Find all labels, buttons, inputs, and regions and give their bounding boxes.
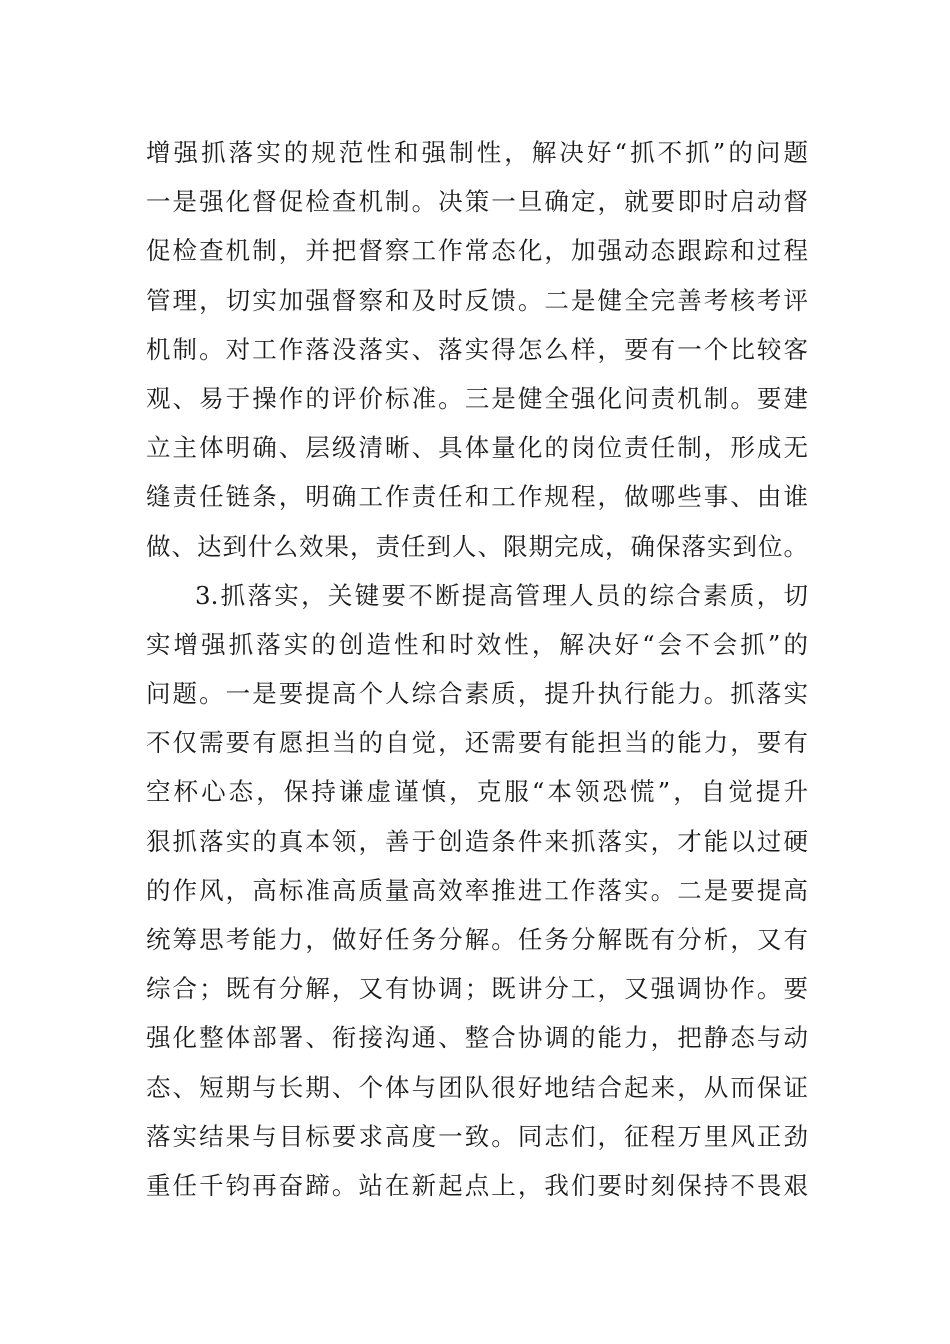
text-line: 实增强抓落实的创造性和时效性，解决好“会不会抓”的 [146, 629, 808, 659]
text-line: 缝责任链条，明确工作责任和工作规程，做哪些事、由谁 [146, 482, 808, 512]
text-line: 的作风，高标准高质量高效率推进工作落实。二是要提高 [146, 875, 808, 905]
text-line: 狠抓落实的真本领，善于创造条件来抓落实，才能以过硬 [146, 826, 808, 856]
body-text [146, 128, 808, 1210]
text-line: 不仅需要有愿担当的自觉，还需要有能担当的能力，要有 [146, 728, 808, 758]
text-line: 统筹思考能力，做好任务分解。任务分解既有分析，又有 [146, 925, 808, 954]
text-line: 问题。一是要提高个人综合素质，提升执行能力。抓落实 [146, 679, 808, 709]
text-line: 落实结果与目标要求高度一致。同志们，征程万里风正劲 [146, 1121, 808, 1151]
text-line: 态、短期与长期、个体与团队很好地结合起来，从而保证 [146, 1072, 808, 1102]
text-line: 做、达到什么效果，责任到人、限期完成，确保落实到位。 [146, 531, 808, 561]
text-line: 立主体明确、层级清晰、具体量化的岗位责任制，形成无 [146, 433, 808, 463]
text-line: 促检查机制，并把督察工作常态化，加强动态跟踪和过程 [146, 236, 808, 266]
text-line: 重任千钧再奋蹄。站在新起点上，我们要时刻保持不畏艰 [146, 1170, 808, 1200]
text-line: 管理，切实加强督察和及时反馈。二是健全完善考核考评 [146, 285, 808, 315]
text-line: 一是强化督促检查机制。决策一旦确定，就要即时启动督 [146, 187, 808, 217]
text-line: 强化整体部署、衔接沟通、整合协调的能力，把静态与动 [146, 1023, 808, 1053]
text-line: 观、易于操作的评价标准。三是健全强化问责机制。要建 [146, 383, 808, 413]
paragraph-start-line: 3.抓落实，关键要不断提高管理人员的综合素质，切 [195, 580, 808, 610]
text-line: 机制。对工作落没落实、落实得怎么样，要有一个比较客 [146, 334, 808, 364]
text-line: 增强抓落实的规范性和强制性，解决好“抓不抓”的问题 [146, 138, 808, 167]
text-line: 综合；既有分解，又有协调；既讲分工，又强调协作。要 [146, 974, 808, 1004]
text-line: 空杯心态，保持谦虚谨慎，克服“本领恐慌”，自觉提升 [146, 777, 808, 807]
